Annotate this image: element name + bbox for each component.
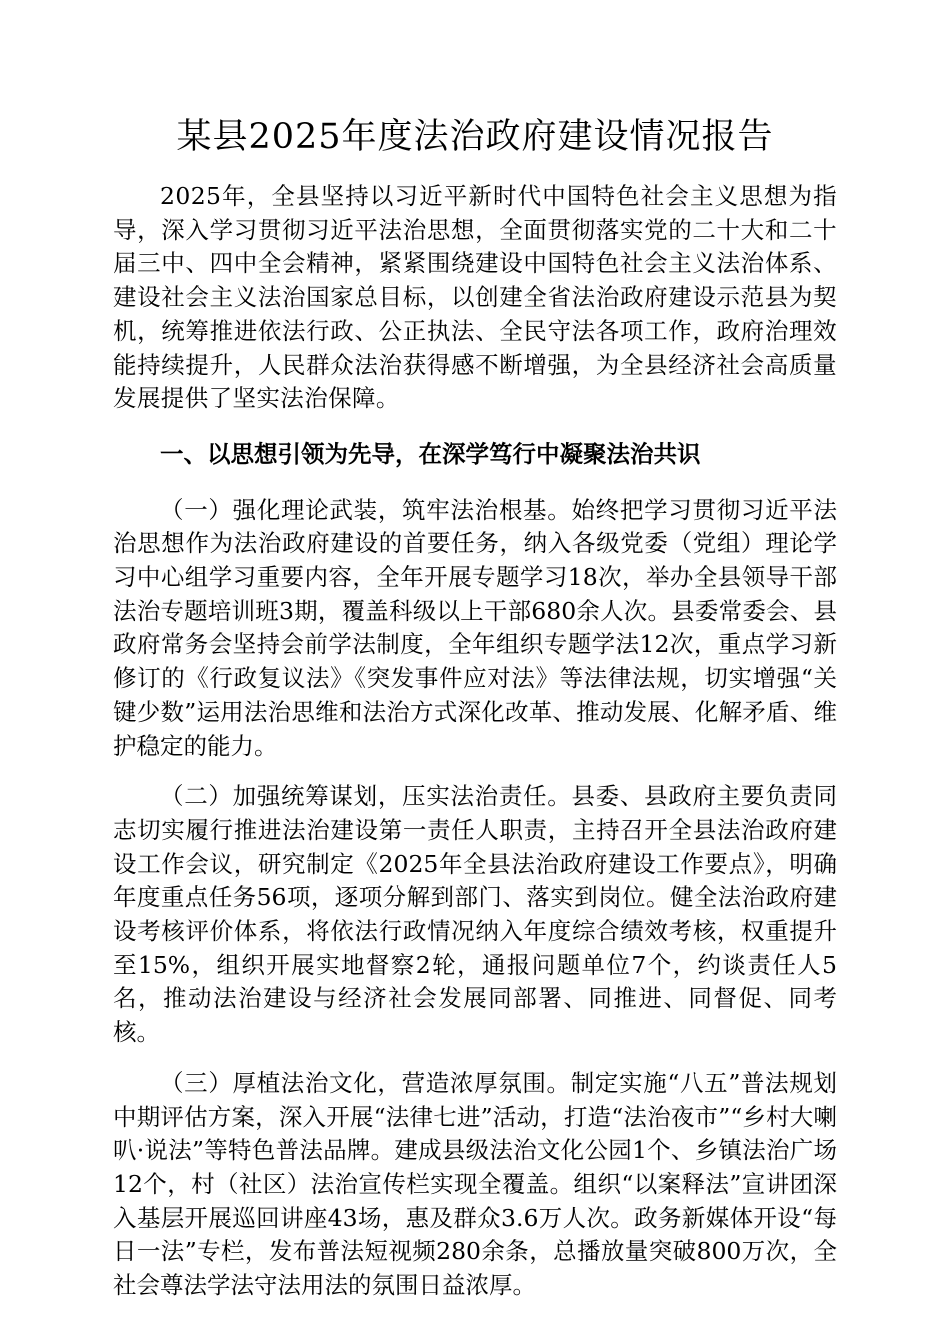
- spacer: [113, 1050, 837, 1067]
- spacer: [113, 472, 837, 494]
- paragraph-1: （一）强化理论武装，筑牢法治根基。始终把学习贯彻习近平法治思想作为法治政府建设的首要任务，纳入各级党委（党组）理论学习中心组学习重要内容，全年开展专题学习18次，举办全县领导干部法治专题培训班3期，覆盖科级以上干部680余人次。县委常委会、县政府常务会坚持会前学法制度，全年组织专题学法12次，重点学习新修订的《行政复议法》《突发事件应对法》等法律法规，切实增强“关键少数”运用法治思维和法治方式深化改革、推动发展、化解矛盾、维护稳定的能力。: [113, 495, 837, 760]
- spacer: [113, 416, 837, 438]
- paragraph-2: （二）加强统筹谋划，压实法治责任。县委、县政府主要负责同志切实履行推进法治建设第一责任人职责，主持召开全县法治政府建设工作会议，研究制定《2025年全县法治政府建设工作要点》，明确年度重点任务56项，逐项分解到部门、落实到岗位。健全法治政府建设考核评价体系，将依法行政情况纳入年度综合绩效考核，权重提升至15%，组织开展实地督察2轮，通报问题单位7个，约谈责任人5名，推动法治建设与经济社会发展同部署、同推进、同督促、同考核。: [113, 782, 837, 1047]
- document-title: 某县2025年度法治政府建设情况报告: [176, 117, 774, 157]
- spacer: [113, 763, 837, 780]
- section-heading: 一、以思想引领为先导，在深学笃行中凝聚法治共识: [160, 439, 701, 468]
- paragraph-3: （三）厚植法治文化，营造浓厚氛围。制定实施“八五”普法规划中期评估方案，深入开展“法律七进”活动，打造“法治夜市”“乡村大喇叭·说法”等特色普法品牌。建成县级法治文化公园1个、乡镇法治广场12个，村（社区）法治宣传栏实现全覆盖。组织“以案释法”宣讲团深入基层开展巡回讲座43场，惠及群众3.6万人次。政务新媒体开设“每日一法”专栏，发布普法短视频280余条，总播放量突破800万次，全社会尊法学法守法用法的氛围日益浓厚。: [113, 1068, 837, 1300]
- intro-paragraph: 2025年，全县坚持以习近平新时代中国特色社会主义思想为指导，深入学习贯彻习近平法治思想，全面贯彻落实党的二十大和二十届三中、四中全会精神，紧紧围绕建设中国特色社会主义法治体系、建设社会主义法治国家总目标，以创建全省法治政府建设示范县为契机，统筹推进依法行政、公正执法、全民守法各项工作，政府治理效能持续提升，人民群众法治获得感不断增强，为全县经济社会高质量发展提供了坚实法治保障。: [113, 182, 837, 413]
- document-body: [113, 180, 837, 1303]
